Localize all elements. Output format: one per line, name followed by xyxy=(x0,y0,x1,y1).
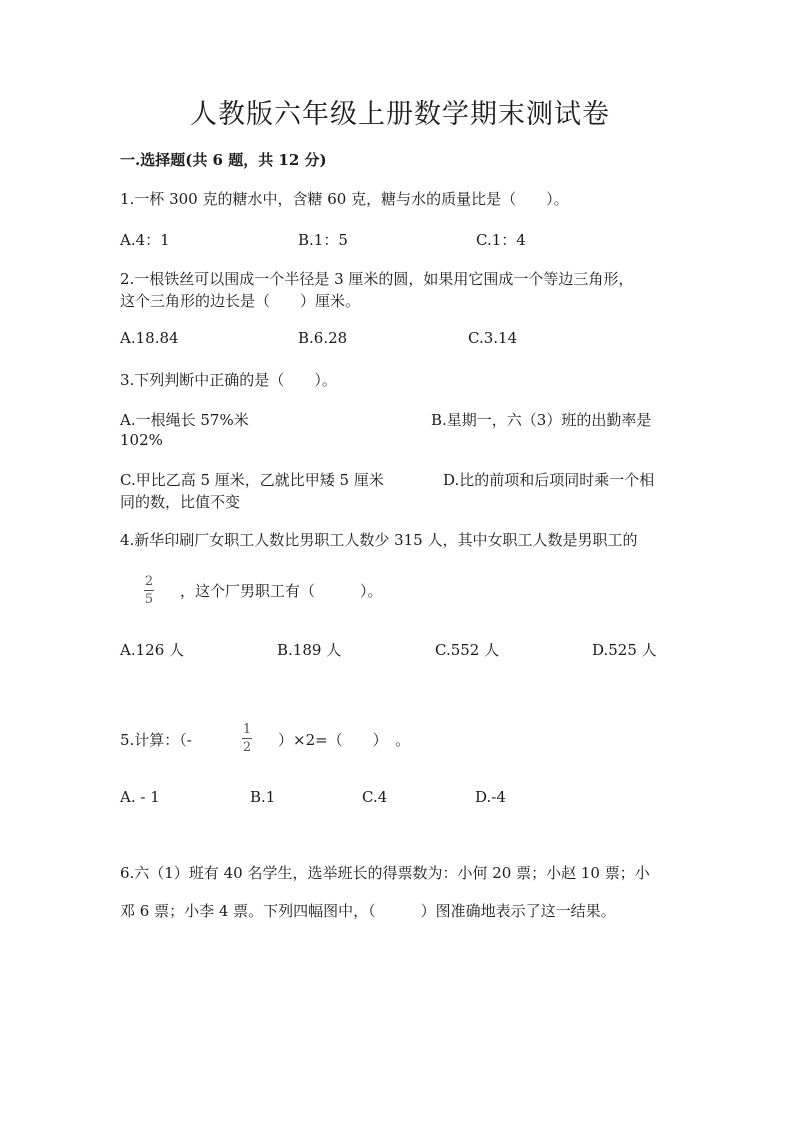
question-2-text-line2: 这个三角形的边长是（ ）厘米。 xyxy=(120,292,361,310)
question-4-option-c: C.552 人 xyxy=(435,641,500,659)
question-6-text-line2: 邓 6 票；小李 4 票。下列四幅图中，（ ）图准确地表示了这一结果。 xyxy=(120,902,616,920)
question-3-option-b-continued: 102% xyxy=(120,431,163,449)
section-heading: 一.选择题(共 6 题，共 12 分) xyxy=(120,151,327,169)
question-2-text-line1: 2.一根铁丝可以围成一个半径是 3 厘米的圆，如果用它围成一个等边三角形， xyxy=(120,270,634,288)
question-1-option-a: A.4：1 xyxy=(120,231,170,249)
question-2-option-a: A.18.84 xyxy=(120,329,179,347)
fraction-denominator: 5 xyxy=(144,592,154,607)
question-3-option-c: C.甲比乙高 5 厘米，乙就比甲矮 5 厘米 xyxy=(120,471,384,489)
fraction-bar xyxy=(242,738,252,739)
fraction-denominator: 2 xyxy=(242,740,252,755)
question-4-text-line2: ，这个厂男职工有（ ）。 xyxy=(180,582,383,600)
question-4-option-b: B.189 人 xyxy=(277,641,342,659)
question-2-option-b: B.6.28 xyxy=(298,329,348,347)
question-5-option-b: B.1 xyxy=(250,788,276,806)
question-1-text: 1.一杯 300 克的糖水中，含糖 60 克，糖与水的质量比是（ ）。 xyxy=(120,190,569,208)
question-5-option-a: A. - 1 xyxy=(120,788,160,806)
question-4-fraction xyxy=(144,574,154,607)
question-5-fraction xyxy=(242,722,252,755)
question-3-option-b: B.星期一，六（3）班的出勤率是 xyxy=(431,411,652,429)
question-2-option-c: C.3.14 xyxy=(468,329,518,347)
page-title: 人教版六年级上册数学期末测试卷 xyxy=(190,99,610,130)
question-5-option-d: D.-4 xyxy=(475,788,506,806)
fraction-bar xyxy=(144,590,154,591)
question-3-option-a: A.一根绳长 57%米 xyxy=(120,411,249,429)
question-3-option-d: D.比的前项和后项同时乘一个相 xyxy=(443,471,655,489)
question-4-text-line1: 4.新华印刷厂女职工人数比男职工人数少 315 人，其中女职工人数是男职工的 xyxy=(120,531,638,549)
question-5-text-end: ）×2=（ ） 。 xyxy=(278,731,411,749)
fraction-numerator: 1 xyxy=(242,722,252,737)
question-5-option-c: C.4 xyxy=(362,788,388,806)
fraction-numerator: 2 xyxy=(144,574,154,589)
question-3-option-d-continued: 同的数，比值不变 xyxy=(120,493,241,511)
question-1-option-b: B.1：5 xyxy=(298,231,348,249)
question-6-text-line1: 6.六（1）班有 40 名学生，选举班长的得票数为：小何 20 票；小赵 10 票；小 xyxy=(120,864,650,882)
question-5-text-start: 5.计算：（- xyxy=(120,731,192,749)
question-1-option-c: C.1：4 xyxy=(476,231,526,249)
question-3-text: 3.下列判断中正确的是（ ）。 xyxy=(120,371,337,389)
question-4-option-a: A.126 人 xyxy=(120,641,184,659)
question-4-option-d: D.525 人 xyxy=(592,641,657,659)
